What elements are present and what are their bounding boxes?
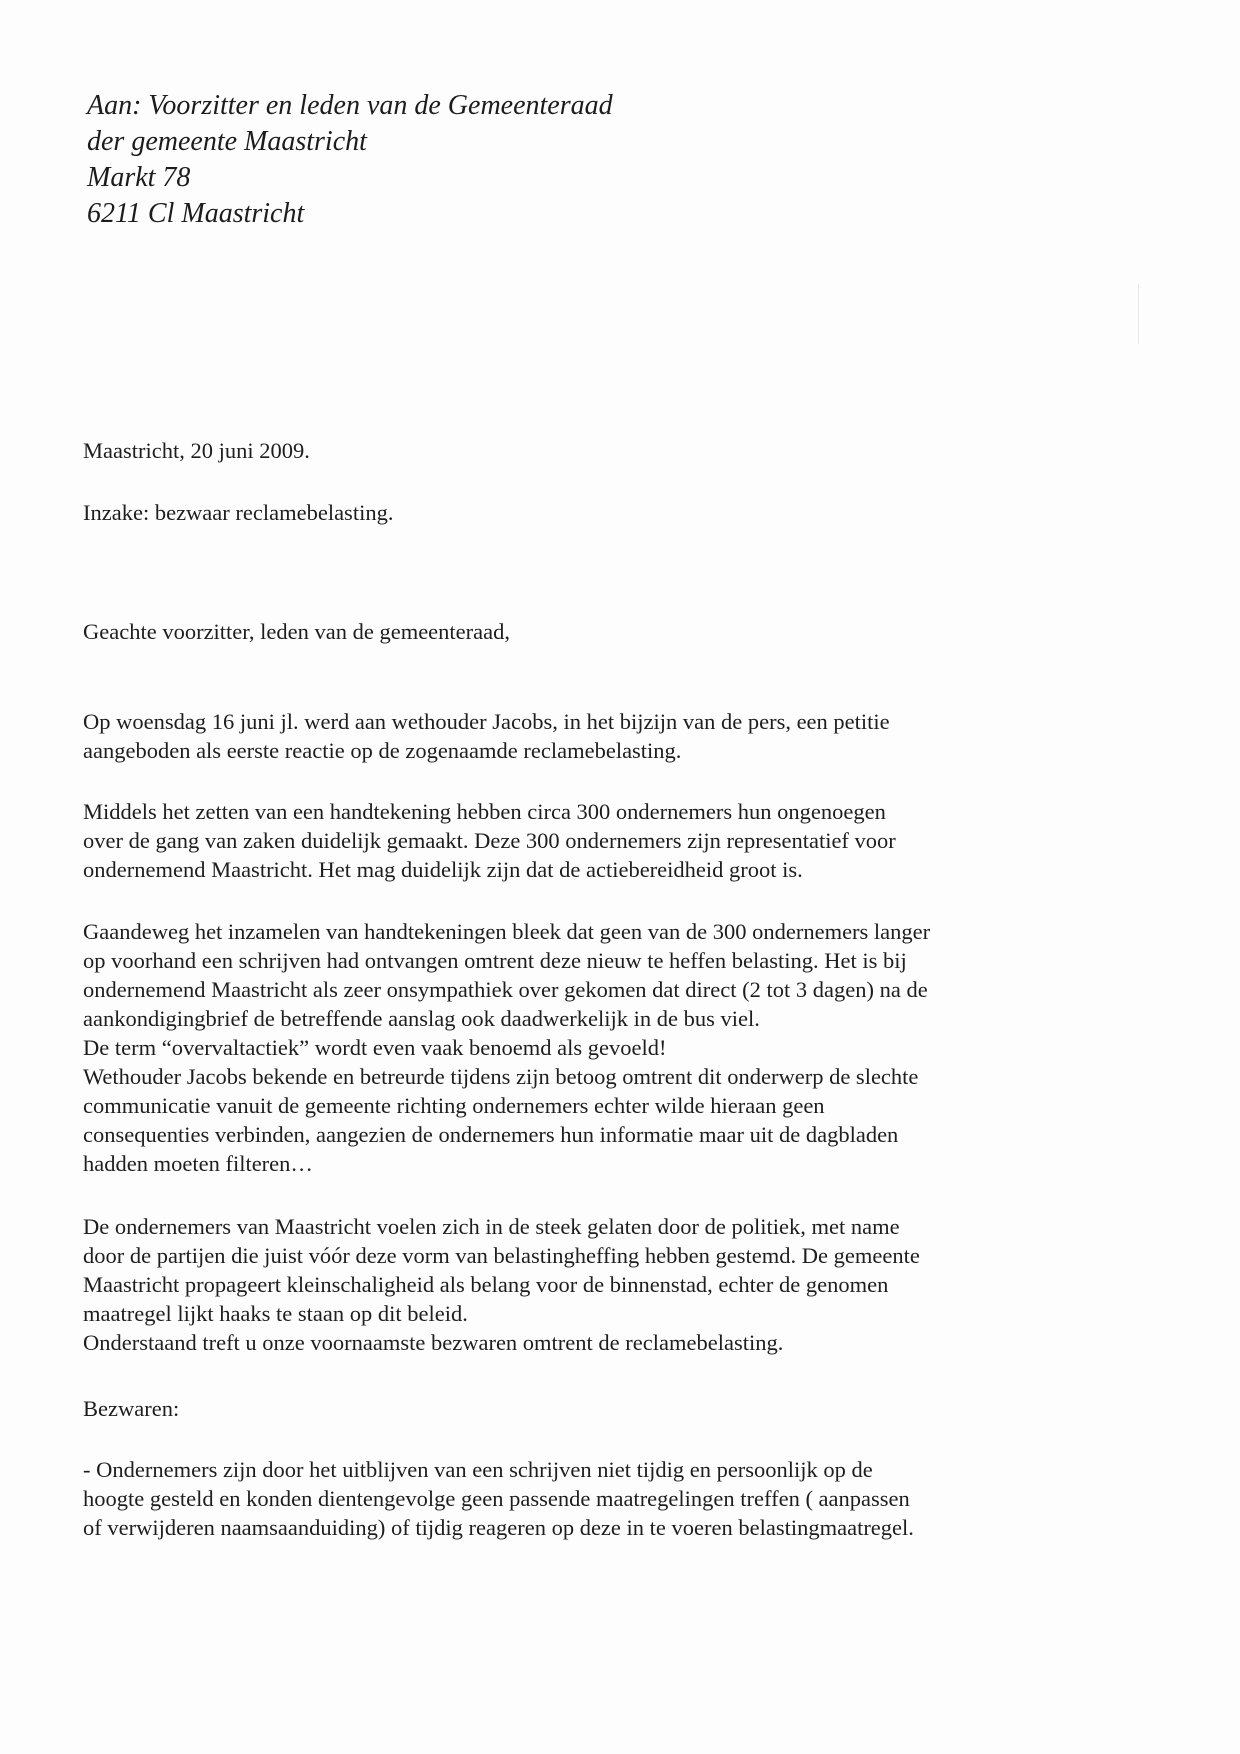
paragraph-line: aangeboden als eerste reactie op de zogenaamde reclamebelasting. (83, 738, 682, 763)
objection-line: hoogte gesteld en konden dientengevolge geen passende maatregelingen treffen ( aanpassen (83, 1486, 910, 1511)
scan-margin-mark (1138, 284, 1139, 344)
paragraph-line: maatregel lijkt haaks te staan op dit beleid. (83, 1301, 468, 1326)
letter-date: Maastricht, 20 juni 2009. (83, 438, 310, 463)
address-line: Markt 78 (87, 162, 191, 193)
address-line: der gemeente Maastricht (87, 126, 367, 157)
paragraph-line: Onderstaand treft u onze voornaamste bezwaren omtrent de reclamebelasting. (83, 1330, 784, 1355)
objection-line: of verwijderen naamsaanduiding) of tijdig reageren op deze in te voeren belastingmaatregel. (83, 1515, 914, 1540)
paragraph-line: aankondigingbrief de betreffende aanslag ook daadwerkelijk in de bus viel. (83, 1006, 760, 1031)
paragraph-line: communicatie vanuit de gemeente richting ondernemers echter wilde hieraan geen (83, 1093, 825, 1118)
paragraph-line: Wethouder Jacobs bekende en betreurde tijdens zijn betoog omtrent dit onderwerp de slechte (83, 1064, 919, 1089)
objection-item (83, 1455, 914, 1542)
salutation: Geachte voorzitter, leden van de gemeenteraad, (83, 619, 510, 644)
paragraph-line: De term “overvaltactiek” wordt even vaak benoemd als gevoeld! (83, 1035, 667, 1060)
paragraph-line: over de gang van zaken duidelijk gemaakt. Deze 300 ondernemers zijn representatief voor (83, 828, 896, 853)
paragraph-communication (83, 917, 930, 1178)
paragraph-signatures (83, 797, 896, 884)
paragraph-line: Gaandeweg het inzamelen van handtekeningen bleek dat geen van de 300 ondernemers langer (83, 919, 931, 944)
paragraph-line: ondernemend Maastricht als zeer onsympathiek over gekomen dat direct (2 tot 3 dagen) na de (83, 977, 928, 1002)
letter-subject: Inzake: bezwaar reclamebelasting. (83, 500, 394, 525)
address-line: Aan: Voorzitter en leden van de Gemeenteraad (87, 90, 613, 121)
paragraph-line: Middels het zetten van een handtekening hebben circa 300 ondernemers hun ongenoegen (83, 799, 886, 824)
recipient-address (87, 88, 613, 232)
objections-heading: Bezwaren: (83, 1396, 180, 1421)
objection-line: - Ondernemers zijn door het uitblijven van een schrijven niet tijdig en persoonlijk op de (83, 1457, 873, 1482)
address-line: 6211 Cl Maastricht (87, 198, 305, 229)
paragraph-line: door de partijen die juist vóór deze vorm van belastingheffing hebben gestemd. De gemeente (83, 1243, 920, 1268)
paragraph-line: De ondernemers van Maastricht voelen zich in de steek gelaten door de politiek, met name (83, 1214, 900, 1239)
paragraph-line: op voorhand een schrijven had ontvangen omtrent deze nieuw te heffen belasting. Het is bij (83, 948, 907, 973)
paragraph-petition (83, 707, 890, 765)
paragraph-line: ondernemend Maastricht. Het mag duidelijk zijn dat de actiebereidheid groot is. (83, 857, 803, 882)
paragraph-line: hadden moeten filteren… (83, 1151, 313, 1176)
paragraph-line: consequenties verbinden, aangezien de ondernemers hun informatie maar uit de dagbladen (83, 1122, 899, 1147)
paragraph-politics (83, 1212, 920, 1357)
paragraph-line: Maastricht propageert kleinschaligheid als belang voor de binnenstad, echter de genomen (83, 1272, 889, 1297)
paragraph-line: Op woensdag 16 juni jl. werd aan wethouder Jacobs, in het bijzijn van de pers, een petitie (83, 709, 890, 734)
